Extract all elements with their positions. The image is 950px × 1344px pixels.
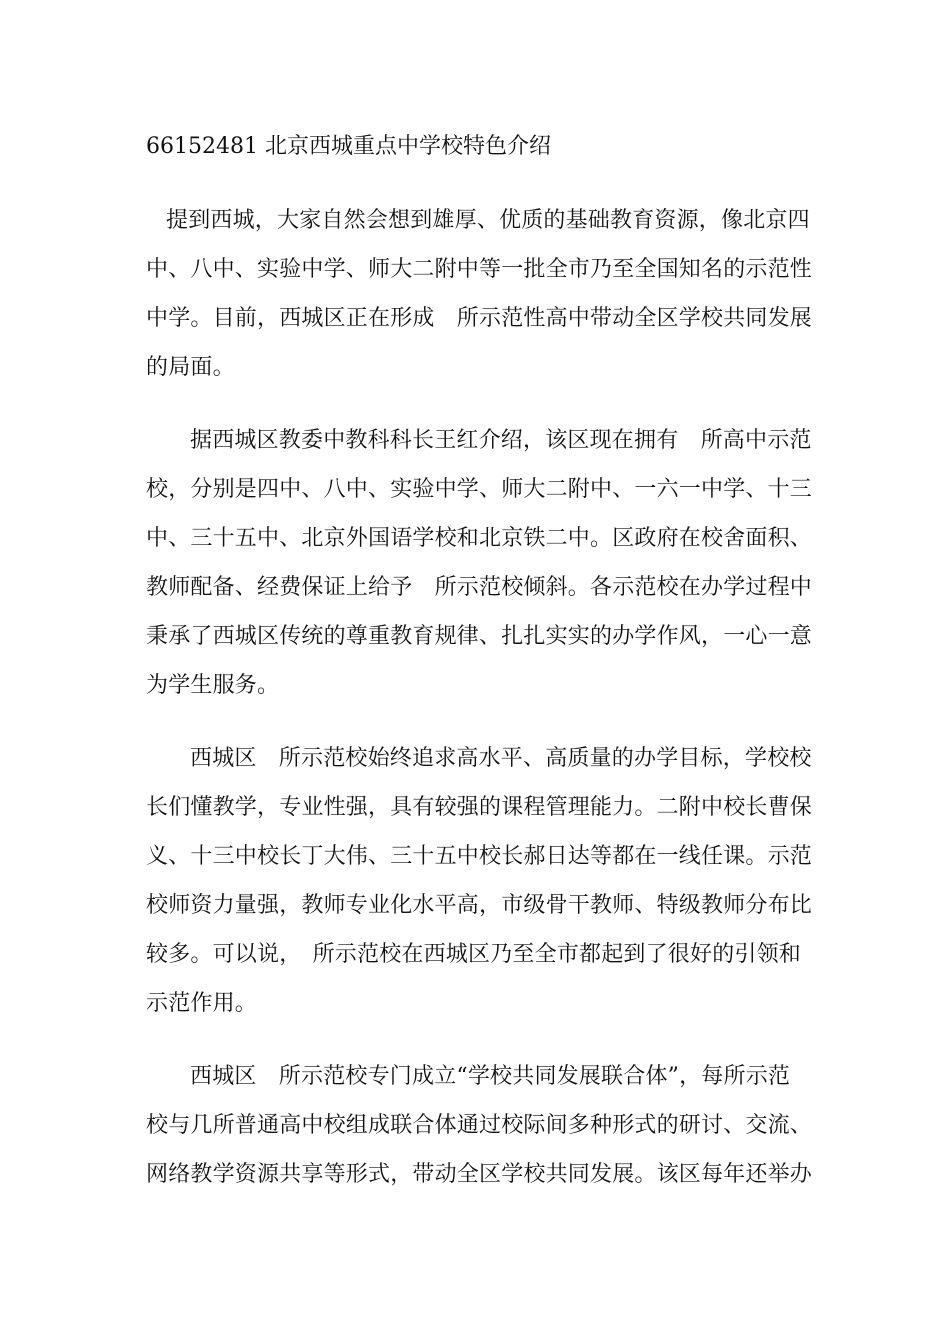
paragraph-3-line-2: 长们懂教学，专业性强，具有较强的课程管理能力。二附中校长曹保 bbox=[146, 795, 813, 820]
paragraph-3-line-5: 较多。可以说， 所示范校在西城区乃至全市都起到了很好的引领和 bbox=[146, 942, 802, 967]
paragraph-2-line-3: 中、三十五中、北京外国语学校和北京铁二中。区政府在校舍面积、 bbox=[146, 526, 813, 551]
paragraph-2-line-5: 秉承了西城区传统的尊重教育规律、扎扎实实的办学作风，一心一意 bbox=[146, 624, 813, 649]
paragraph-1-line-2: 中、八中、实验中学、师大二附中等一批全市乃至全国知名的示范性 bbox=[146, 257, 813, 282]
paragraph-3-line-6: 示范作用。 bbox=[146, 991, 258, 1016]
paragraph-1-line-3: 中学。目前，西城区正在形成 所示范性高中带动全区学校共同发展 bbox=[146, 306, 813, 331]
paragraph-3-line-4: 校师资力量强，教师专业化水平高，市级骨干教师、特级教师分布比 bbox=[146, 893, 813, 918]
paragraph-2-line-1: 据西城区教委中教科科长王红介绍，该区现在拥有 所高中示范 bbox=[190, 428, 812, 453]
paragraph-4-line-2: 校与几所普通高中校组成联合体通过校际间多种形式的研讨、交流、 bbox=[146, 1113, 813, 1138]
paragraph-4-line-1: 西城区 所示范校专门成立“学校共同发展联合体”，每所示范 bbox=[190, 1064, 791, 1089]
paragraph-4-line-3: 网络教学资源共享等形式，带动全区学校共同发展。该区每年还举办 bbox=[146, 1162, 813, 1187]
paragraph-2-line-4: 教师配备、经费保证上给予 所示范校倾斜。各示范校在办学过程中 bbox=[146, 575, 813, 600]
paragraph-3-line-3: 义、十三中校长丁大伟、三十五中校长郝日达等都在一线任课。示范 bbox=[146, 844, 813, 869]
paragraph-2-line-6: 为学生服务。 bbox=[146, 673, 280, 698]
paragraph-3-line-1: 西城区 所示范校始终追求高水平、高质量的办学目标，学校校 bbox=[190, 746, 812, 771]
paragraph-2-line-2: 校，分别是四中、八中、实验中学、师大二附中、一六一中学、十三 bbox=[146, 477, 813, 502]
paragraph-1-line-1: 提到西城，大家自然会想到雄厚、优质的基础教育资源，像北京四 bbox=[166, 208, 810, 233]
document-title: 66152481 北京西城重点中学校特色介绍 bbox=[146, 134, 551, 159]
paragraph-1-line-4: 的局面。 bbox=[146, 355, 235, 380]
